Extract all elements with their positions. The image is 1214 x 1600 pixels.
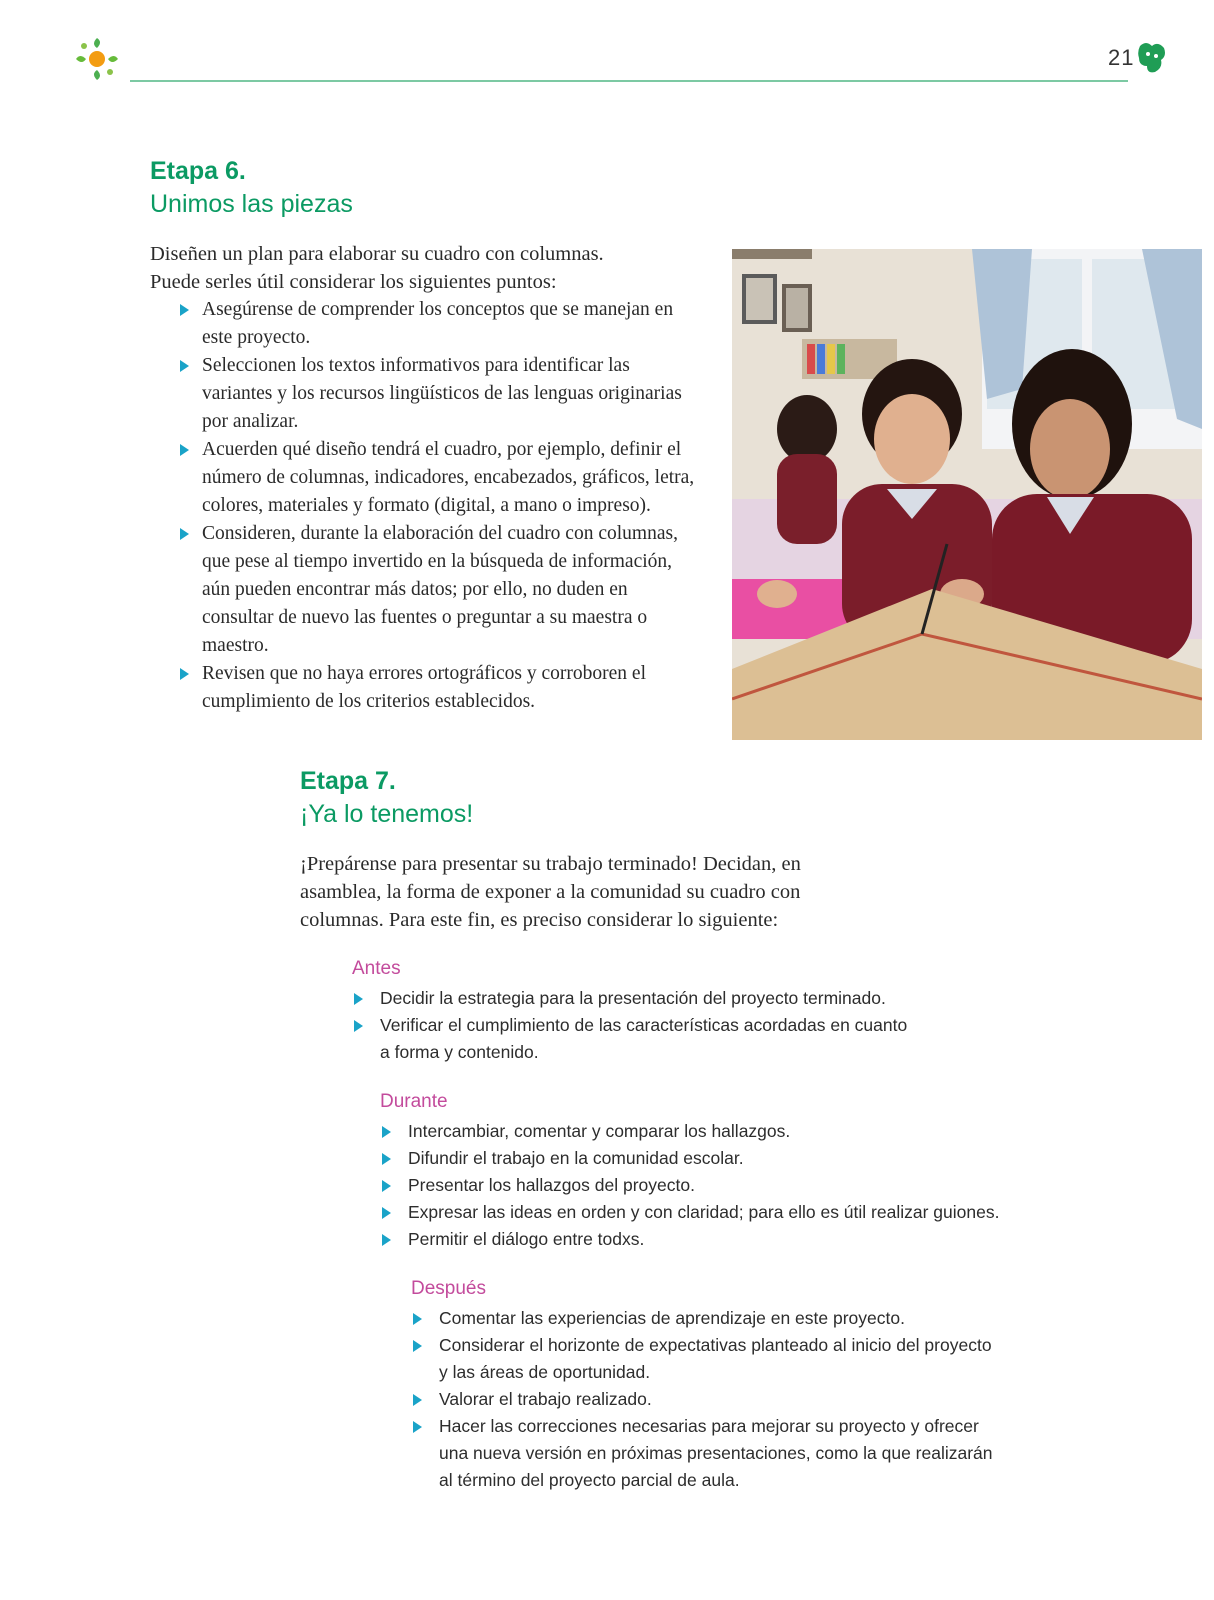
durante-list xyxy=(380,1118,1000,1253)
stage6-number: Etapa 6. xyxy=(150,157,246,185)
triangle-bullet-icon xyxy=(180,360,189,372)
stage6-title: Unimos las piezas xyxy=(150,190,353,218)
list-item: Comentar las experiencias de aprendizaje en este proyecto. xyxy=(411,1305,1001,1332)
triangle-bullet-icon xyxy=(180,444,189,456)
despues-heading: Después xyxy=(411,1278,486,1299)
list-item: Considerar el horizonte de expectativas planteado al inicio del proyecto y las áreas de oportunidad. xyxy=(411,1332,1001,1386)
triangle-bullet-icon xyxy=(354,993,363,1005)
triangle-bullet-icon xyxy=(180,668,189,680)
triangle-bullet-icon xyxy=(180,304,189,316)
list-item: Intercambiar, comentar y comparar los hallazgos. xyxy=(380,1118,1000,1145)
stage6-intro-line1: Diseñen un plan para elaborar su cuadro con columnas. xyxy=(150,243,604,265)
list-item: Presentar los hallazgos del proyecto. xyxy=(380,1172,1000,1199)
triangle-bullet-icon xyxy=(413,1394,422,1406)
list-item: Seleccionen los textos informativos para identificar las variantes y los recursos lingüísticos de las lenguas originarias por analizar. xyxy=(178,352,698,436)
triangle-bullet-icon xyxy=(382,1153,391,1165)
triangle-bullet-icon xyxy=(180,528,189,540)
header-rule xyxy=(130,80,1128,82)
stage7-number: Etapa 7. xyxy=(300,767,396,795)
page-number: 21 xyxy=(1108,45,1135,70)
durante-heading: Durante xyxy=(380,1091,448,1112)
triangle-bullet-icon xyxy=(382,1207,391,1219)
classroom-photo xyxy=(732,249,1202,740)
list-item: Revisen que no haya errores ortográficos y corroboren el cumplimiento de los criterios establecidos. xyxy=(178,660,698,716)
stage6-intro-line2: Puede serles útil considerar los siguientes puntos: xyxy=(150,271,557,293)
triangle-bullet-icon xyxy=(382,1234,391,1246)
list-item: Consideren, durante la elaboración del cuadro con columnas, que pese al tiempo invertido en la búsqueda de información, aún pueden encontrar más datos; por ello, no duden en consultar de nuevo las fuentes o preguntar a su maestra o maestro. xyxy=(178,520,698,660)
list-item: Asegúrense de comprender los conceptos que se manejan en este proyecto. xyxy=(178,296,698,352)
green-glyph-icon xyxy=(1136,40,1168,76)
triangle-bullet-icon xyxy=(413,1421,422,1433)
stage7-intro: ¡Prepárense para presentar su trabajo terminado! Decidan, en asamblea, la forma de exponer a la comunidad su cuadro con columnas. Para este fin, es preciso considerar lo siguiente: xyxy=(300,853,801,931)
despues-list xyxy=(411,1305,1001,1494)
stage7-title: ¡Ya lo tenemos! xyxy=(300,800,474,828)
list-item: Decidir la estrategia para la presentación del proyecto terminado. xyxy=(352,985,912,1012)
triangle-bullet-icon xyxy=(413,1340,422,1352)
antes-list xyxy=(352,985,912,1066)
antes-heading: Antes xyxy=(352,958,401,979)
list-item: Verificar el cumplimiento de las características acordadas en cuanto a forma y contenido. xyxy=(352,1012,912,1066)
list-item: Expresar las ideas en orden y con claridad; para ello es útil realizar guiones. xyxy=(380,1199,1000,1226)
list-item: Acuerden qué diseño tendrá el cuadro, por ejemplo, definir el número de columnas, indicadores, encabezados, gráficos, letra, colores, materiales y formato (digital, a mano o impreso). xyxy=(178,436,698,520)
flower-logo-icon xyxy=(72,34,124,84)
list-item: Valorar el trabajo realizado. xyxy=(411,1386,1001,1413)
list-item: Permitir el diálogo entre todxs. xyxy=(380,1226,1000,1253)
stage6-list xyxy=(178,296,698,716)
triangle-bullet-icon xyxy=(382,1180,391,1192)
stage6-intro xyxy=(150,240,720,296)
triangle-bullet-icon xyxy=(382,1126,391,1138)
triangle-bullet-icon xyxy=(413,1313,422,1325)
list-item: Difundir el trabajo en la comunidad escolar. xyxy=(380,1145,1000,1172)
triangle-bullet-icon xyxy=(354,1020,363,1032)
list-item: Hacer las correcciones necesarias para mejorar su proyecto y ofrecer una nueva versión en próximas presentaciones, como la que realizarán al término del proyecto parcial de aula. xyxy=(411,1413,1001,1494)
